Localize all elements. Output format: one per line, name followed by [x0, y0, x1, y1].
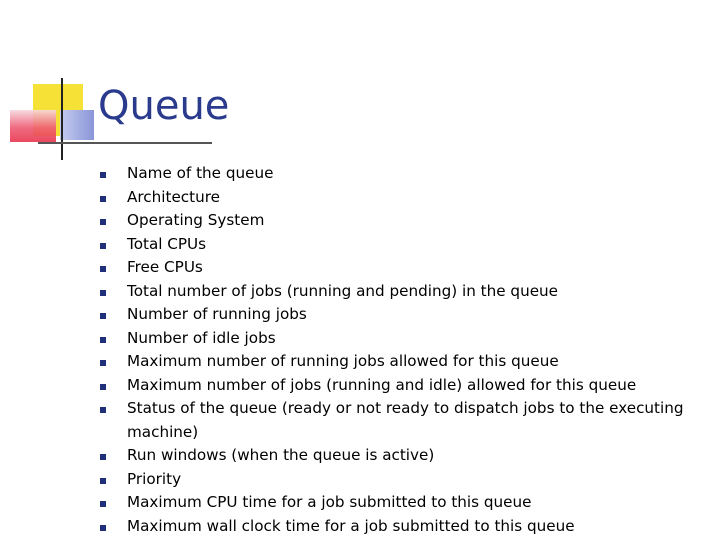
bullet-square-icon: [100, 501, 106, 507]
list-item: [100, 186, 690, 210]
decorative-blue-square: [60, 110, 94, 140]
bullet-text: Number of idle jobs: [127, 328, 276, 347]
bullet-text: Number of running jobs: [127, 305, 307, 323]
bullet-text: Maximum number of jobs (running and idle) allowed for this queue: [127, 375, 637, 394]
list-item: [100, 374, 690, 398]
bullet-square-icon: [100, 337, 106, 343]
slide-title: Queue: [98, 83, 230, 129]
bullet-text: Name of the queue: [127, 164, 274, 182]
decorative-pink-square: [10, 110, 56, 142]
bullet-text: Total CPUs: [127, 234, 207, 253]
bullet-square-icon: [100, 360, 106, 366]
list-item: [100, 327, 690, 351]
list-item: [100, 303, 690, 327]
bullet-text: Status of the queue (ready or not ready to dispatch jobs to the executing machine): [127, 399, 684, 441]
decorative-vertical-line: [61, 78, 63, 160]
bullet-text: Operating System: [127, 211, 265, 229]
list-item: [100, 233, 690, 257]
list-item: [100, 209, 690, 233]
bullet-text: Maximum CPU time for a job submitted to this queue: [127, 493, 532, 511]
bullet-text: Priority: [127, 469, 182, 488]
list-item: [100, 444, 690, 468]
bullet-square-icon: [100, 243, 106, 249]
bullet-square-icon: [100, 196, 106, 202]
bullet-text: Free CPUs: [127, 258, 203, 276]
bullet-list: [100, 162, 690, 538]
bullet-text: Maximum number of running jobs allowed for this queue: [127, 352, 559, 370]
list-item: [100, 350, 690, 374]
bullet-text: Architecture: [127, 187, 220, 206]
list-item: [100, 468, 690, 492]
bullet-text: Total number of jobs (running and pending) in the queue: [127, 281, 559, 300]
list-item: [100, 162, 690, 186]
bullet-square-icon: [100, 172, 106, 178]
list-item: [100, 280, 690, 304]
decorative-horizontal-line: [38, 142, 212, 144]
list-item: [100, 256, 690, 280]
list-item: [100, 397, 690, 444]
list-item: [100, 491, 690, 515]
bullet-square-icon: [100, 454, 106, 460]
bullet-square-icon: [100, 219, 106, 225]
bullet-square-icon: [100, 313, 106, 319]
list-item: [100, 515, 690, 539]
bullet-text: Maximum wall clock time for a job submitted to this queue: [127, 516, 575, 535]
bullet-square-icon: [100, 478, 106, 484]
bullet-square-icon: [100, 407, 106, 413]
bullet-square-icon: [100, 525, 106, 531]
bullet-text: Run windows (when the queue is active): [127, 446, 435, 464]
bullet-square-icon: [100, 384, 106, 390]
bullet-square-icon: [100, 266, 106, 272]
bullet-square-icon: [100, 290, 106, 296]
